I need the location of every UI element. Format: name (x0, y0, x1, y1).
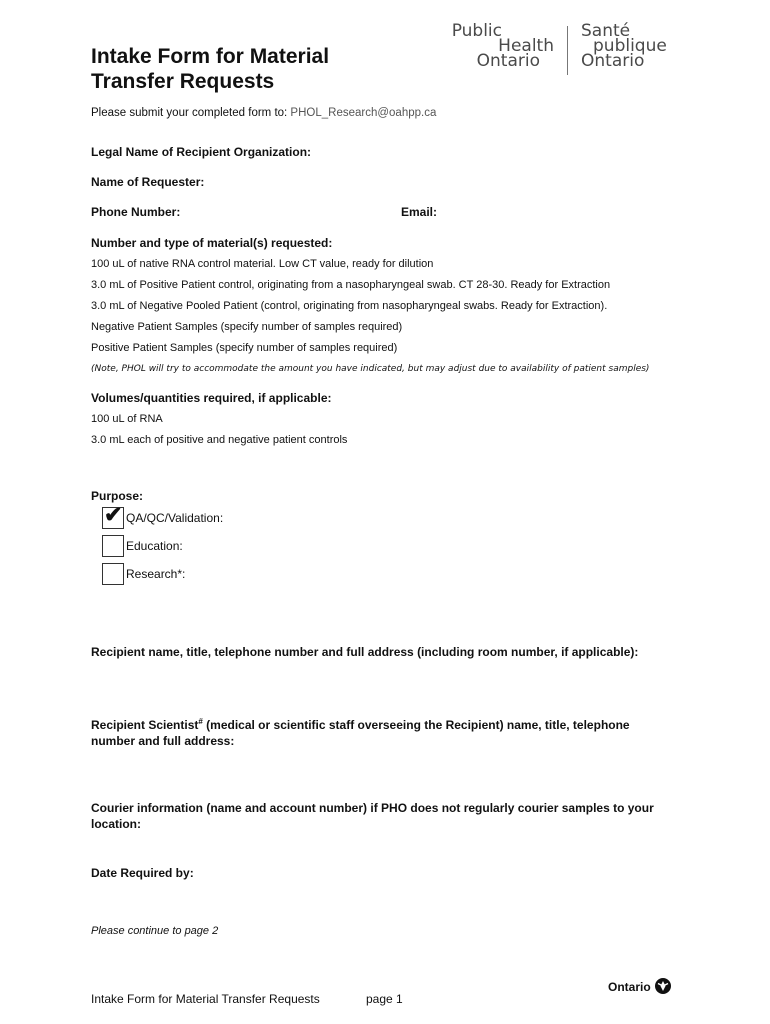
pho-logo (446, 21, 696, 80)
logo-divider (567, 26, 568, 75)
material-item: 100 uL of native RNA control material. Low CT value, ready for dilution (91, 258, 434, 270)
scientist-label (91, 714, 630, 749)
volumes-label: Volumes/quantities required, if applicable: (91, 391, 332, 405)
material-item: Negative Patient Samples (specify number of samples required) (91, 321, 403, 333)
submit-text: Please submit your completed form to: (91, 107, 291, 119)
logo-en-line: Public (451, 21, 502, 41)
qa-qc-label: QA/QC/Validation: (126, 511, 224, 525)
phone-label: Phone Number: (91, 205, 181, 219)
logo-fr-line: Santé (581, 21, 631, 41)
courier-label (91, 800, 654, 832)
purpose-label: Purpose: (91, 489, 144, 503)
requester-label: Name of Requester: (91, 175, 205, 189)
courier-line-2: location: (91, 817, 141, 831)
material-item: 3.0 mL of Positive Patient control, originating from a nasopharyngeal swab. CT 28-30. Ready for Extraction (91, 279, 611, 291)
logo-fr-line: publique (593, 36, 667, 56)
courier-line-1: Courier information (name and account number) if PHO does not regularly courier samples to your (91, 801, 654, 815)
research-checkbox[interactable] (102, 563, 124, 585)
logo-en-line: Health (498, 36, 554, 56)
logo-french (581, 21, 693, 71)
scientist-line-1 (91, 714, 630, 733)
page-number: page 1 (366, 992, 403, 1006)
trillium-icon-graphic (655, 978, 671, 994)
materials-label: Number and type of material(s) requested: (91, 236, 333, 250)
material-item: Positive Patient Samples (specify number of samples required) (91, 342, 398, 354)
logo-english (446, 21, 554, 71)
availability-note: (Note, PHOL will try to accommodate the amount you have indicated, but may adjust due to availability of patient samples) (91, 364, 650, 374)
footer-title: Intake Form for Material Transfer Requests (91, 992, 320, 1006)
email-label: Email: (401, 205, 438, 219)
legal-name-label: Legal Name of Recipient Organization: (91, 145, 312, 159)
logo-fr-line: Ontario (581, 51, 645, 71)
ontario-wordmark: Ontario (608, 980, 651, 994)
volume-item: 3.0 mL each of positive and negative patient controls (91, 434, 348, 446)
title-line-1: Intake Form for Material (91, 45, 330, 68)
scientist-line-2: number and full address: (91, 734, 235, 748)
recipient-label: Recipient name, title, telephone number and full address (including room number, if applicable): (91, 645, 639, 659)
submit-instructions (91, 107, 436, 119)
date-required-label: Date Required by: (91, 866, 194, 880)
education-checkbox[interactable] (102, 535, 124, 557)
submit-email-link[interactable]: PHOL_Research@oahpp.ca (290, 107, 437, 119)
scientist-footnote-mark: # (198, 717, 203, 726)
material-item: 3.0 mL of Negative Pooled Patient (control, originating from nasopharyngeal swabs. Ready for Extraction). (91, 300, 608, 312)
research-label: Research*: (126, 567, 186, 581)
continue-note: Please continue to page 2 (91, 925, 219, 937)
checkmark-icon: ✔ (104, 502, 123, 527)
scientist-text: (medical or scientific staff overseeing the Recipient) name, title, telephone (202, 718, 630, 732)
logo-en-line: Ontario (476, 51, 540, 71)
title-line-2: Transfer Requests (91, 70, 275, 93)
trillium-icon (655, 978, 671, 994)
volume-item: 100 uL of RNA (91, 413, 163, 425)
scientist-text: Recipient Scientist (91, 718, 199, 732)
page-title (91, 44, 329, 94)
education-label: Education: (126, 539, 183, 553)
